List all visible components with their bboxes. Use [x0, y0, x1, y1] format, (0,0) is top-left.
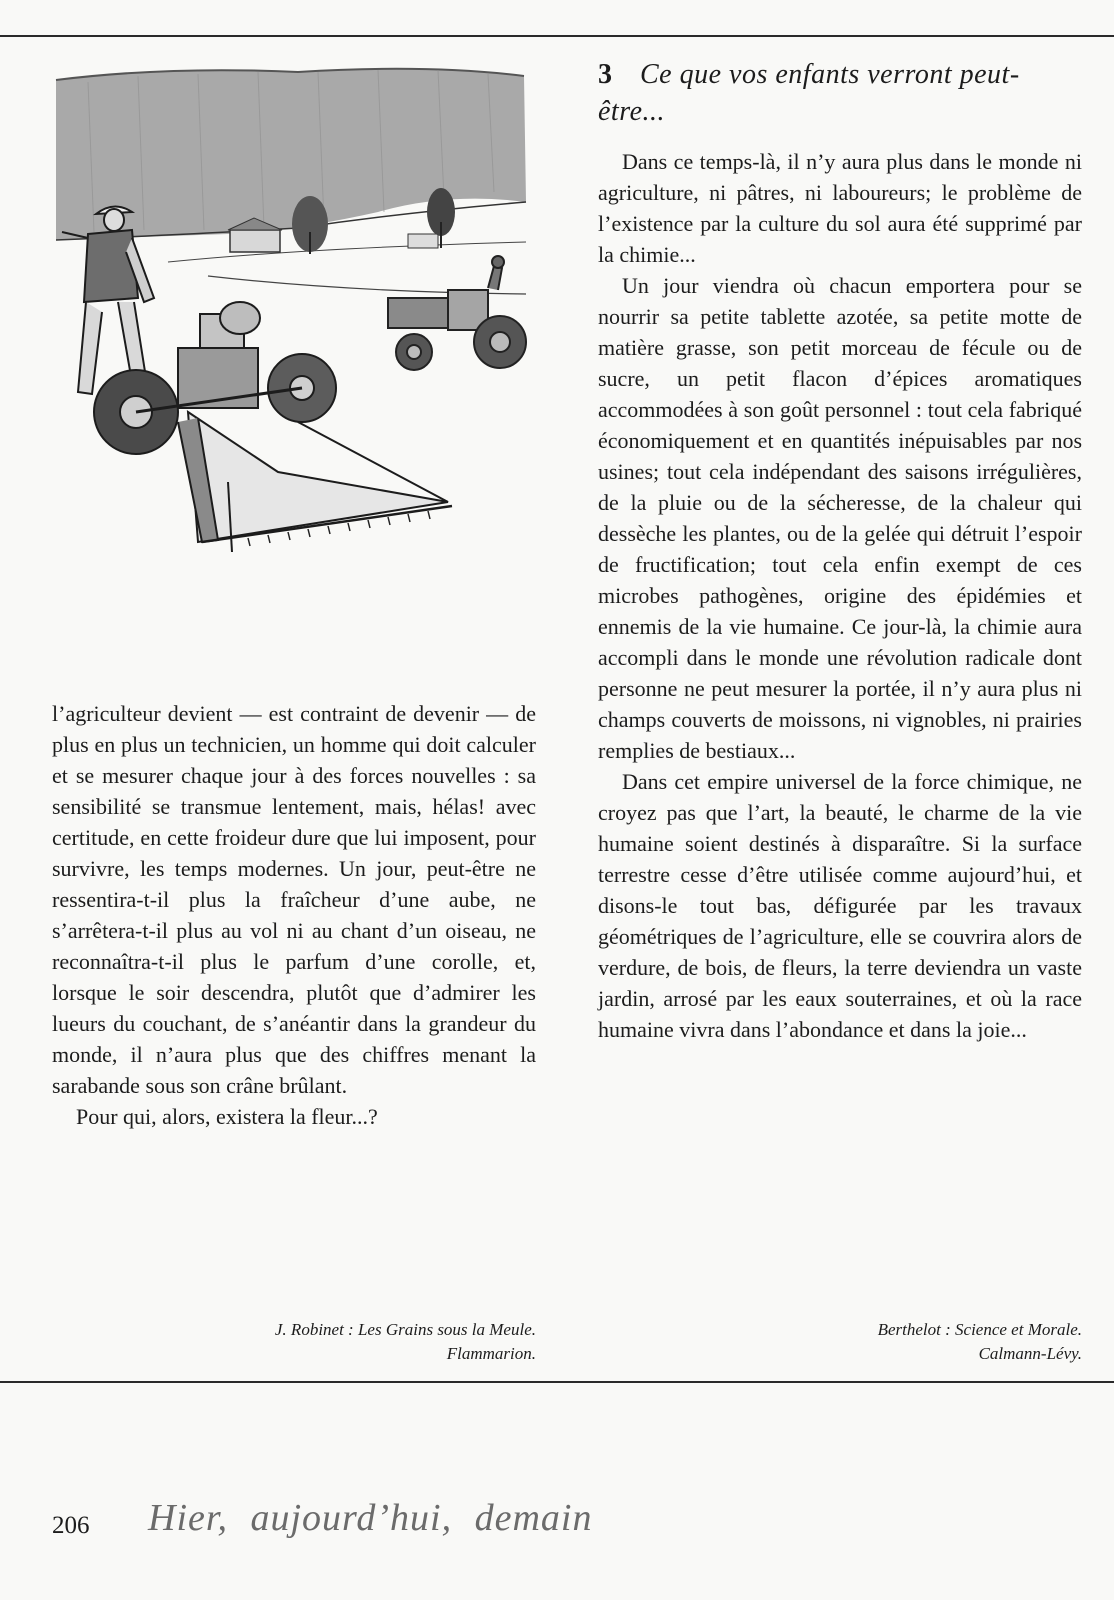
section-heading [598, 56, 1078, 130]
left-source-line-2: Flammarion. [446, 1344, 536, 1363]
farm-illustration [48, 62, 546, 588]
right-source-citation [700, 1318, 1082, 1366]
right-source-line-2: Calmann-Lévy. [978, 1344, 1082, 1363]
bottom-rule [0, 1381, 1114, 1383]
left-paragraph-1: l’agriculteur devient — est contraint de devenir — de plus en plus un technicien, un homme qui doit calculer et se mesurer chaque jour à des forces nouvelles : sa sensibilité se transmue lentement, mais, hélas! avec certitude, en cette froideur dure que lui imposent, pour survivre, les temps modernes. Un jour, peut-être ne ressentira-t-il plus la fraîcheur d’une aube, ne s’arrêtera-t-il plus au vol ni au chant d’un oiseau, ne reconnaîtra-t-il plus le parfum d’une corolle, et, lorsque le soir descendra, plutôt que d’admirer les lueurs du couchant, de s’anéantir dans la grandeur du monde, il n’aura plus que des chiffres menant la sarabande sous son crâne brûlant. [52, 701, 536, 1098]
right-paragraph-2: Un jour viendra où chacun emportera pour se nourrir sa petite tablette azotée, sa petite motte de matière grasse, son petit morceau de fécule ou de sucre, un petit flacon d’épices aromatiques accommodées à son goût personnel : tout cela fabriqué économiquement et en quantités inépuisables par nos usines; tout cela indépendant des saisons irrégulières, de la pluie ou de la sécheresse, de la chaleur qui dessèche les plantes, ou de la gelée qui détruit l’espoir de fructification; tout cela enfin exempt de ces microbes pathogènes, origine des épidémies et ennemis de la vie humaine. Ce jour-là, la chimie aura accompli dans le monde une révolution radicale dont personne ne peut mesurer la portée, il n’y aura plus ni champs couverts de moissons, ni vignobles, ni prairies remplies de bestiaux... [598, 273, 1082, 763]
book-title: Hier, aujourd’hui, demain [148, 1497, 593, 1539]
left-text-column [52, 698, 536, 1132]
left-source-citation [150, 1318, 536, 1366]
page-number: 206 [52, 1512, 90, 1539]
top-rule [0, 35, 1114, 37]
right-source-line-1: Berthelot : Science et Morale. [877, 1320, 1082, 1339]
right-paragraph-3: Dans cet empire universel de la force chimique, ne croyez pas que l’art, la beauté, le charme de la vie humaine soient destinés à disparaître. Si la surface terrestre cesse d’être utilisée comme aujourd’hui, et disons-le tout bas, défigurée par les travaux géométriques de l’agriculture, elle se couvrira alors de verdure, de bois, de fleurs, la terre deviendra un vaste jardin, arrosé par les eaux souterraines, et où la race humaine vivra dans l’abondance et dans la joie... [598, 769, 1082, 1042]
left-source-line-1: J. Robinet : Les Grains sous la Meule. [274, 1320, 536, 1339]
left-paragraph-2: Pour qui, alors, existera la fleur...? [76, 1104, 378, 1129]
section-title: Ce que vos enfants verront peut-être... [598, 59, 1020, 127]
right-text-column [598, 146, 1082, 1045]
right-paragraph-1: Dans ce temps-là, il n’y aura plus dans le monde ni agriculture, ni pâtres, ni laboureurs; le problème de l’existence par la culture du sol aura été supprimé par la chimie... [598, 149, 1082, 267]
section-number: 3 [598, 59, 612, 90]
